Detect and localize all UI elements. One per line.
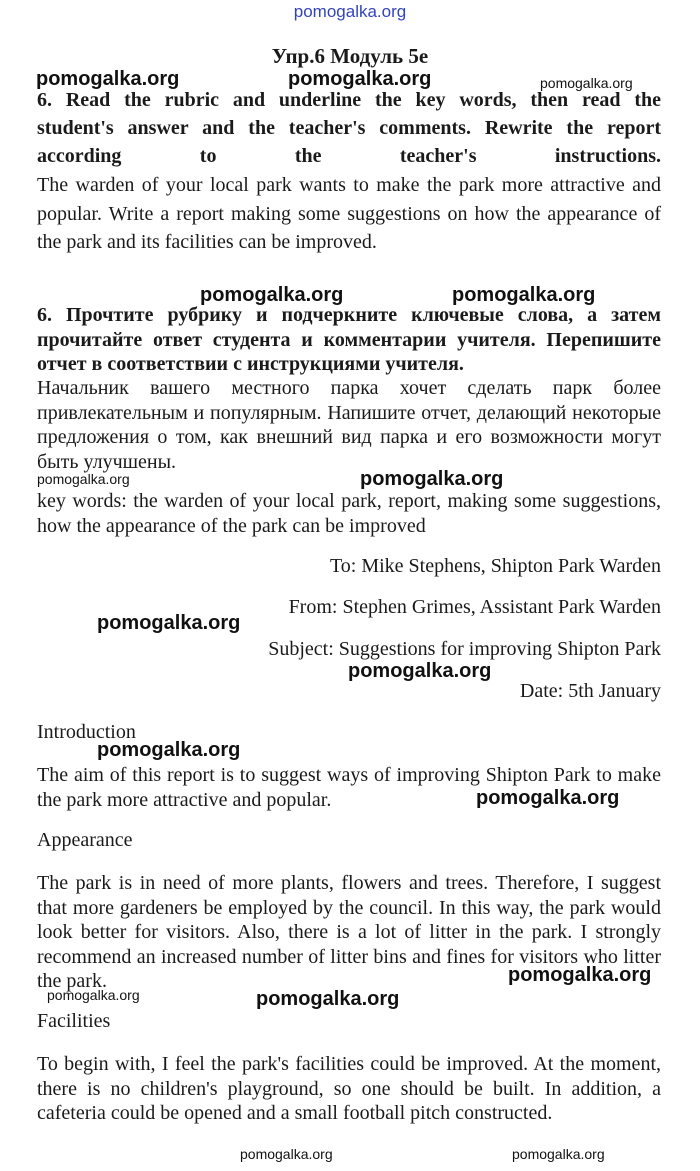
report-to: To: Mike Stephens, Shipton Park Warden [329, 555, 661, 577]
intro-heading: Introduction [37, 721, 136, 743]
watermark: pomogalka.org [348, 660, 492, 682]
watermark: pomogalka.org [240, 1146, 333, 1162]
watermark: pomogalka.org [37, 471, 130, 487]
watermark: pomogalka.org [97, 739, 241, 761]
facilities-heading: Facilities [37, 1010, 111, 1032]
task-en-line2: student's answer and the teacher's comments. Rewrite the report [37, 117, 661, 139]
report-date: Date: 5th January [519, 680, 661, 702]
task-en-line3: according to the teacher's instructions. [37, 145, 661, 167]
report-from: From: Stephen Grimes, Assistant Park Warden [288, 596, 661, 618]
watermark: pomogalka.org [540, 75, 633, 91]
appearance-text: The park is in need of more plants, flowers and trees. Therefore, I suggest that more gardeners be employed by the council. In this way, the park would look better for visitors. Also, there is a lot of litter in the park. I strongly recommend an increased number of litter bins and fines for visitors who litter the park. [37, 872, 661, 992]
watermark: pomogalka.org [476, 787, 620, 809]
task-en-rubric: The warden of your local park wants to make the park more attractive and popular. Write a report making some suggestions on how the appearance of the park and its facilities can be improved. [37, 174, 661, 253]
watermark: pomogalka.org [508, 964, 652, 986]
facilities-text: To begin with, I feel the park's facilities could be improved. At the moment, there is no children's playground, so one should be built. In addition, a cafeteria could be opened and a small football pitch constructed. [37, 1053, 661, 1124]
site-header-link[interactable]: pomogalka.org [293, 2, 407, 21]
watermark: pomogalka.org [452, 284, 596, 306]
watermark: pomogalka.org [256, 988, 400, 1010]
watermark: pomogalka.org [47, 987, 140, 1003]
task-ru-bold: 6. Прочтите рубрику и подчеркните ключевые слова, а затем прочитайте ответ студента и комментарии учителя. Перепишите отчет в соответствии с инструкциями учителя. [37, 304, 661, 375]
watermark: pomogalka.org [288, 68, 432, 90]
appearance-heading: Appearance [37, 829, 133, 851]
intro-text: The aim of this report is to suggest ways of improving Shipton Park to make the park more attractive and popular. [37, 764, 661, 811]
watermark: pomogalka.org [512, 1146, 605, 1162]
watermark: pomogalka.org [360, 468, 504, 490]
watermark: pomogalka.org [36, 68, 180, 90]
key-words: key words: the warden of your local park, report, making some suggestions, how the appearance of the park can be improved [37, 490, 661, 537]
report-subject: Subject: Suggestions for improving Shipton Park [268, 638, 661, 660]
watermark: pomogalka.org [97, 612, 241, 634]
watermark: pomogalka.org [200, 284, 344, 306]
task-en-line1: 6. Read the rubric and underline the key words, then read the [37, 89, 661, 111]
page-title: Упр.6 Модуль 5e [271, 44, 429, 68]
task-ru-rubric: Начальник вашего местного парка хочет сделать парк более привлекательным и популярным. Напишите отчет, делающий некоторые предложения о том, как внешний вид парка и его возможности могут быть улучшены. [37, 377, 661, 473]
